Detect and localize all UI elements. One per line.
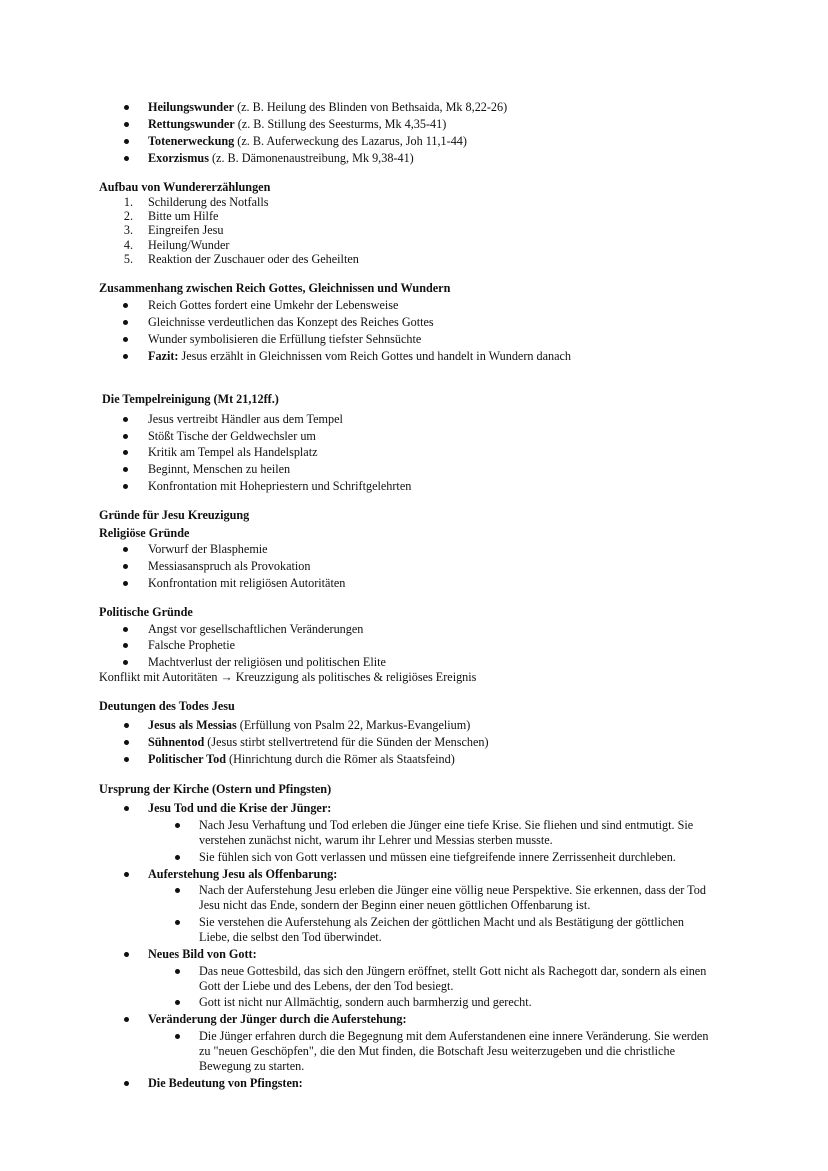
bullet-icon <box>124 757 129 762</box>
list-item: Konfrontation mit Hohepriestern und Schriftgelehrten <box>148 479 412 493</box>
list-item: Auferstehung Jesu als Offenbarung: <box>148 867 338 881</box>
bullet-icon <box>123 450 128 455</box>
list-number: 4. <box>123 238 133 252</box>
list-item: Messiasanspruch als Provokation <box>148 559 311 573</box>
list-item: Angst vor gesellschaftlichen Veränderungen <box>148 622 364 636</box>
list-item: Neues Bild von Gott: <box>148 947 257 961</box>
conclusion-line: Konflikt mit Autoritäten → Kreuzzigung als politisches & religiöses Ereignis <box>99 670 477 684</box>
bullet-icon <box>124 122 129 127</box>
bullet-icon <box>175 920 180 925</box>
bullet-icon <box>124 952 129 957</box>
list-item: Stößt Tische der Geldwechsler um <box>148 429 316 443</box>
list-item: Falsche Prophetie <box>148 638 235 652</box>
bullet-icon <box>123 660 128 665</box>
list-item: Bitte um Hilfe <box>148 209 219 223</box>
bullet-icon <box>175 1034 180 1039</box>
list-number: 1. <box>123 195 133 209</box>
list-item: Jesus vertreibt Händler aus dem Tempel <box>148 412 343 426</box>
list-item: Gleichnisse verdeutlichen das Konzept des Reiches Gottes <box>148 315 434 329</box>
bullet-icon <box>123 337 128 342</box>
list-item: Vorwurf der Blasphemie <box>148 542 268 556</box>
section-heading: Zusammenhang zwischen Reich Gottes, Gleichnissen und Wundern <box>99 281 451 295</box>
section-heading: Die Tempelreinigung (Mt 21,12ff.) <box>102 392 279 406</box>
list-item: Heilungswunder (z. B. Heilung des Blinden von Bethsaida, Mk 8,22-26) <box>148 100 508 114</box>
list-item: Nach Jesu Verhaftung und Tod erleben die Jünger eine tiefe Krise. Sie fliehen und sind entmutigt. Sie <box>199 818 694 832</box>
bullet-icon <box>123 467 128 472</box>
list-item-continuation: verstehen zunächst nicht, warum ihr Lehrer und Messias sterben musste. <box>199 833 553 847</box>
bullet-icon <box>175 969 180 974</box>
bullet-icon <box>123 303 128 308</box>
list-item: Reich Gottes fordert eine Umkehr der Lebensweise <box>148 298 399 312</box>
list-item: Schilderung des Notfalls <box>148 195 269 209</box>
list-item: Die Jünger erfahren durch die Begegnung mit dem Auferstandenen eine innere Veränderung. Sie werden <box>199 1029 709 1043</box>
bullet-icon <box>124 723 129 728</box>
list-item: Eingreifen Jesu <box>148 223 224 237</box>
section-heading: Aufbau von Wundererzählungen <box>99 180 271 194</box>
bullet-icon <box>123 627 128 632</box>
list-item: Totenerweckung (z. B. Auferweckung des Lazarus, Joh 11,1-44) <box>148 134 467 148</box>
list-item: Fazit: Jesus erzählt in Gleichnissen vom Reich Gottes und handelt in Wundern danach <box>148 349 572 363</box>
list-item: Jesus als Messias (Erfüllung von Psalm 22, Markus-Evangelium) <box>148 718 471 732</box>
list-item: Heilung/Wunder <box>148 238 230 252</box>
bullet-icon <box>124 156 129 161</box>
subsection-heading: Politische Gründe <box>99 605 193 619</box>
bullet-icon <box>123 434 128 439</box>
section-heading: Deutungen des Todes Jesu <box>99 699 235 713</box>
bullet-icon <box>124 740 129 745</box>
section-heading: Ursprung der Kirche (Ostern und Pfingsten) <box>99 782 332 796</box>
bullet-icon <box>124 806 129 811</box>
list-item: Sie fühlen sich von Gott verlassen und müssen eine tiefgreifende innere Zerrissenheit durchleben. <box>199 850 676 864</box>
bullet-icon <box>123 643 128 648</box>
list-number: 5. <box>123 252 133 266</box>
list-item: Sühnentod (Jesus stirbt stellvertretend für die Sünden der Menschen) <box>148 735 489 749</box>
subsection-heading: Religiöse Gründe <box>99 526 190 540</box>
list-item-continuation: Bewegung zu starten. <box>199 1059 305 1073</box>
bullet-icon <box>124 139 129 144</box>
bullet-icon <box>123 354 128 359</box>
list-item: Sie verstehen die Auferstehung als Zeichen der göttlichen Macht und als Bestätigung der göttlichen <box>199 915 684 929</box>
list-item-continuation: Jesu nicht das Ende, sondern der Beginn einer neuen göttlichen Offenbarung ist. <box>199 898 591 912</box>
list-item: Machtverlust der religiösen und politischen Elite <box>148 655 386 669</box>
list-item: Nach der Auferstehung Jesu erleben die Jünger eine völlig neue Perspektive. Sie erkennen, dass der Tod <box>199 883 706 897</box>
list-item: Reaktion der Zuschauer oder des Geheilten <box>148 252 359 266</box>
list-item: Kritik am Tempel als Handelsplatz <box>148 445 318 459</box>
list-item: Die Bedeutung von Pfingsten: <box>148 1076 303 1090</box>
list-item: Veränderung der Jünger durch die Auferstehung: <box>148 1012 407 1026</box>
list-item-continuation: Liebe, die selbst den Tod überwindet. <box>199 930 382 944</box>
bullet-icon <box>175 855 180 860</box>
list-item: Das neue Gottesbild, das sich den Jüngern eröffnet, stellt Gott nicht als Rachegott dar, sondern als einen <box>199 964 707 978</box>
list-number: 2. <box>123 209 133 223</box>
list-item-continuation: Gott der Liebe und des Lebens, der den Tod besiegt. <box>199 979 454 993</box>
bullet-icon <box>124 105 129 110</box>
bullet-icon <box>123 484 128 489</box>
list-item: Beginnt, Menschen zu heilen <box>148 462 291 476</box>
bullet-icon <box>124 1017 129 1022</box>
bullet-icon <box>175 1000 180 1005</box>
bullet-icon <box>123 547 128 552</box>
list-item: Konfrontation mit religiösen Autoritäten <box>148 576 346 590</box>
list-item: Exorzismus (z. B. Dämonenaustreibung, Mk 9,38-41) <box>148 151 414 165</box>
list-item: Gott ist nicht nur Allmächtig, sondern auch barmherzig und gerecht. <box>199 995 532 1009</box>
bullet-icon <box>175 888 180 893</box>
bullet-icon <box>124 1081 129 1086</box>
section-heading: Gründe für Jesu Kreuzigung <box>99 508 250 522</box>
list-item: Wunder symbolisieren die Erfüllung tiefster Sehnsüchte <box>148 332 422 346</box>
list-item: Politischer Tod (Hinrichtung durch die Römer als Staatsfeind) <box>148 752 455 766</box>
list-number: 3. <box>123 223 133 237</box>
bullet-icon <box>124 872 129 877</box>
list-item-continuation: zu "neuen Geschöpfen", die den Mut finden, die Botschaft Jesu weiterzugeben und die christliche <box>199 1044 675 1058</box>
bullet-icon <box>123 564 128 569</box>
bullet-icon <box>123 320 128 325</box>
bullet-icon <box>123 581 128 586</box>
bullet-icon <box>175 823 180 828</box>
list-item: Rettungswunder (z. B. Stillung des Seesturms, Mk 4,35-41) <box>148 117 447 131</box>
bullet-icon <box>123 417 128 422</box>
list-item: Jesu Tod und die Krise der Jünger: <box>148 801 332 815</box>
